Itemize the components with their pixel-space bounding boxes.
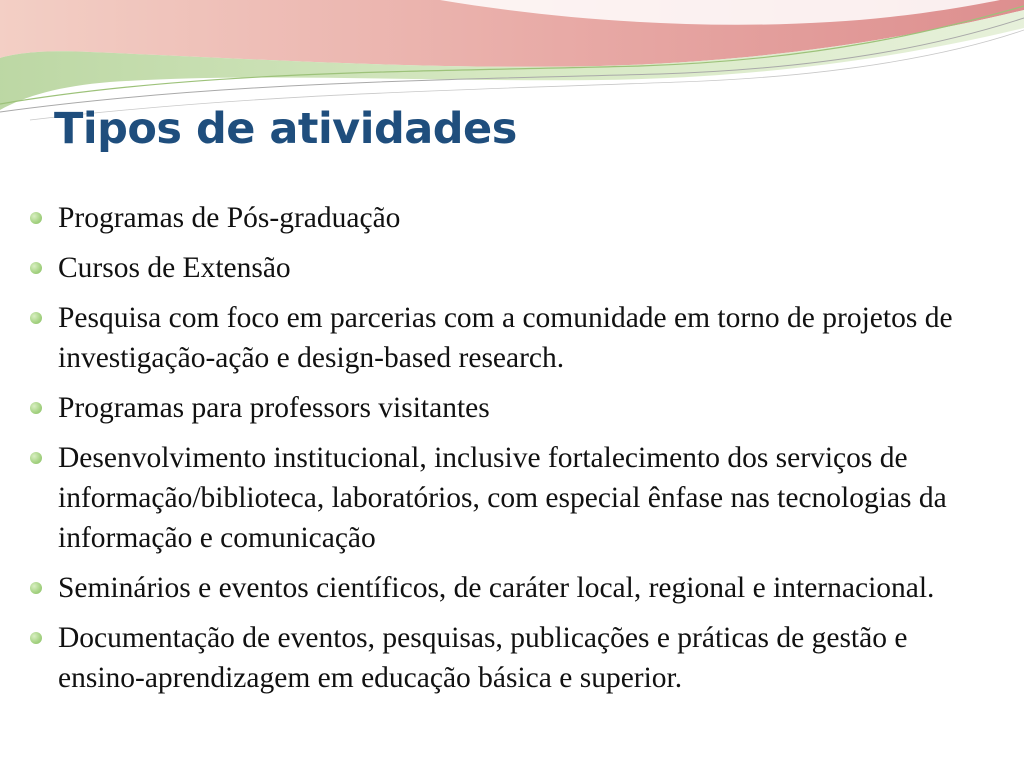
bullet-item: [0, 388, 1000, 428]
bullet-item: [0, 248, 1000, 288]
bullet-item: [0, 438, 1000, 558]
bullet-list: [0, 198, 1000, 708]
bullet-dot-icon: [30, 312, 42, 324]
bullet-item: [0, 568, 1000, 608]
slide-title: Tipos de atividades: [54, 104, 517, 154]
bullet-item: [0, 198, 1000, 238]
bullet-text: Programas de Pós-graduação: [58, 202, 401, 234]
bullet-text: Seminários e eventos científicos, de caráter local, regional e internacional.: [58, 572, 935, 604]
bullet-dot-icon: [30, 632, 42, 644]
bullet-item: [0, 618, 1000, 698]
bullet-text: Programas para professors visitantes: [58, 392, 490, 424]
bullet-text: Documentação de eventos, pesquisas, publicações e práticas de gestão e ensino-aprendizagem em educação básica e superior.: [58, 622, 908, 694]
bullet-dot-icon: [30, 402, 42, 414]
bullet-text: Cursos de Extensão: [58, 252, 291, 284]
bullet-dot-icon: [30, 212, 42, 224]
bullet-dot-icon: [30, 582, 42, 594]
bullet-text: Pesquisa com foco em parcerias com a comunidade em torno de projetos de investigação-ação e design-based research.: [58, 302, 953, 374]
bullet-dot-icon: [30, 262, 42, 274]
bullet-item: [0, 298, 1000, 378]
bullet-dot-icon: [30, 452, 42, 464]
bullet-text: Desenvolvimento institucional, inclusive fortalecimento dos serviços de informação/biblioteca, laboratórios, com especial ênfase nas tecnologias da informação e comunicação: [58, 442, 947, 554]
